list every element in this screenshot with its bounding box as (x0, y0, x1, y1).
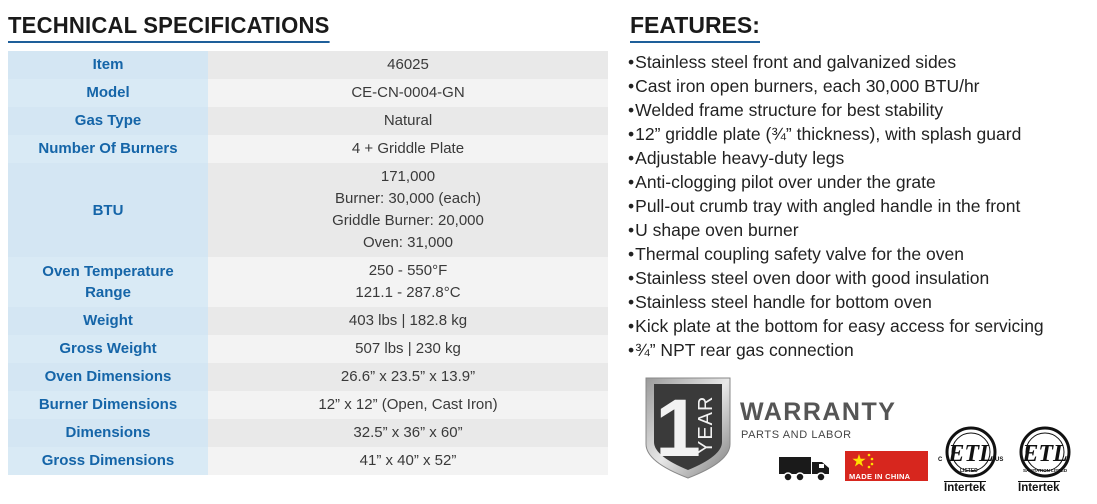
spec-label-line: Weight (83, 312, 133, 329)
spec-value-line: Griddle Burner: 20,000 (332, 212, 484, 229)
feature-item: • Stainless steel oven door with good insulation (628, 266, 1044, 290)
spec-value-line: 171,000 (380, 168, 436, 185)
spec-value-line: 250 - 550°F (368, 262, 448, 279)
feature-item: • 12” griddle plate (¾” thickness), with splash guard (628, 122, 1044, 146)
etl-us-tag: US (995, 457, 1004, 463)
spec-value-line: 4 + Griddle Plate (351, 140, 465, 157)
spec-label (8, 419, 208, 447)
spec-label-line: BTU (92, 201, 124, 219)
etl-mark-1: ETL (948, 441, 994, 467)
spec-value (208, 51, 608, 79)
feature-item: • Pull-out crumb tray with angled handle in the front (628, 194, 1044, 218)
etl-listed-tag: LISTED (960, 468, 978, 474)
spec-label-line: Gross Dimensions (41, 452, 175, 469)
spec-value (208, 335, 608, 363)
spec-value (208, 135, 608, 163)
spec-label (8, 163, 208, 257)
spec-value (208, 307, 608, 335)
spec-row (8, 391, 608, 419)
spec-label-line: Burner Dimensions (38, 396, 178, 413)
spec-row (8, 335, 608, 363)
intertek-brand-2: Intertek (1018, 482, 1060, 494)
spec-value-line: Oven: 31,000 (362, 234, 454, 251)
spec-row (8, 447, 608, 475)
delivery-truck-icon (779, 455, 831, 483)
feature-item: • ¾” NPT rear gas connection (628, 338, 1044, 362)
spec-row (8, 257, 608, 307)
spec-label-line: Dimensions (65, 424, 151, 441)
spec-value-line: 46025 (387, 56, 429, 73)
spec-row (8, 163, 608, 257)
spec-row (8, 107, 608, 135)
spec-label-line: Gas Type (74, 112, 142, 129)
feature-item: • Stainless steel front and galvanized sides (628, 50, 1044, 74)
spec-title: TECHNICAL SPECIFICATIONS (8, 12, 330, 43)
spec-row (8, 135, 608, 163)
spec-label-line: Range (85, 284, 131, 301)
made-in-label: MADE IN CHINA (849, 472, 911, 481)
feature-item: • Welded frame structure for best stability (628, 98, 1044, 122)
spec-label-line: Number Of Burners (38, 140, 178, 157)
spec-value (208, 391, 608, 419)
feature-item: • Kick plate at the bottom for easy access for servicing (628, 314, 1044, 338)
spec-label (8, 335, 208, 363)
spec-label-line: Oven Temperature (42, 263, 174, 280)
etl-c-tag: C (938, 457, 943, 463)
features-list (628, 50, 1044, 362)
spec-value-line: 12” x 12” (Open, Cast Iron) (318, 396, 498, 413)
feature-item: • Thermal coupling safety valve for the oven (628, 242, 1044, 266)
spec-value (208, 257, 608, 307)
spec-table (8, 51, 608, 475)
spec-value-line: Natural (383, 112, 433, 129)
feature-item: • U shape oven burner (628, 218, 1044, 242)
feature-item: • Anti-clogging pilot over under the grate (628, 170, 1044, 194)
badge-number: 1 (655, 383, 701, 474)
spec-label (8, 391, 208, 419)
spec-row (8, 419, 608, 447)
spec-value (208, 363, 608, 391)
spec-value-line: Burner: 30,000 (each) (335, 190, 481, 207)
feature-item: • Adjustable heavy-duty legs (628, 146, 1044, 170)
spec-label (8, 447, 208, 475)
spec-label-line: Model (86, 84, 130, 101)
warranty-subtitle: PARTS AND LABOR (741, 429, 852, 441)
spec-value-line: 41” x 40” x 52” (359, 452, 457, 469)
warranty-title: WARRANTY (740, 398, 897, 426)
spec-value (208, 447, 608, 475)
etl-mark-2: ETL (1022, 441, 1068, 467)
spec-value-line: CE-CN-0004-GN (351, 84, 465, 101)
spec-value-line: 32.5” x 36” x 60” (353, 424, 463, 441)
spec-label (8, 51, 208, 79)
feature-item: • Cast iron open burners, each 30,000 BTU/hr (628, 74, 1044, 98)
spec-label (8, 135, 208, 163)
spec-value-line: 121.1 - 287.8°C (355, 284, 461, 301)
spec-label (8, 257, 208, 307)
badge-word: YEAR (695, 395, 717, 454)
etl-sanitation-tag: SANITATION LISTED (1023, 468, 1068, 473)
spec-row (8, 79, 608, 107)
spec-label-line: Item (92, 56, 124, 73)
spec-row (8, 363, 608, 391)
spec-value (208, 107, 608, 135)
features-title: FEATURES: (630, 12, 760, 43)
spec-label (8, 107, 208, 135)
spec-label (8, 363, 208, 391)
spec-value (208, 419, 608, 447)
spec-label-line: Oven Dimensions (44, 368, 172, 385)
spec-row (8, 307, 608, 335)
spec-value (208, 163, 608, 257)
intertek-brand-1: Intertek (944, 482, 986, 494)
spec-value (208, 79, 608, 107)
spec-label (8, 307, 208, 335)
spec-value-line: 403 lbs | 182.8 kg (348, 312, 468, 329)
spec-value-line: 507 lbs | 230 kg (355, 340, 461, 357)
spec-label-line: Gross Weight (59, 340, 157, 357)
spec-value-line: 26.6” x 23.5” x 13.9” (340, 368, 476, 385)
spec-row (8, 51, 608, 79)
spec-label (8, 79, 208, 107)
warranty-badge-icon (642, 372, 734, 482)
feature-item: • Stainless steel handle for bottom oven (628, 290, 1044, 314)
